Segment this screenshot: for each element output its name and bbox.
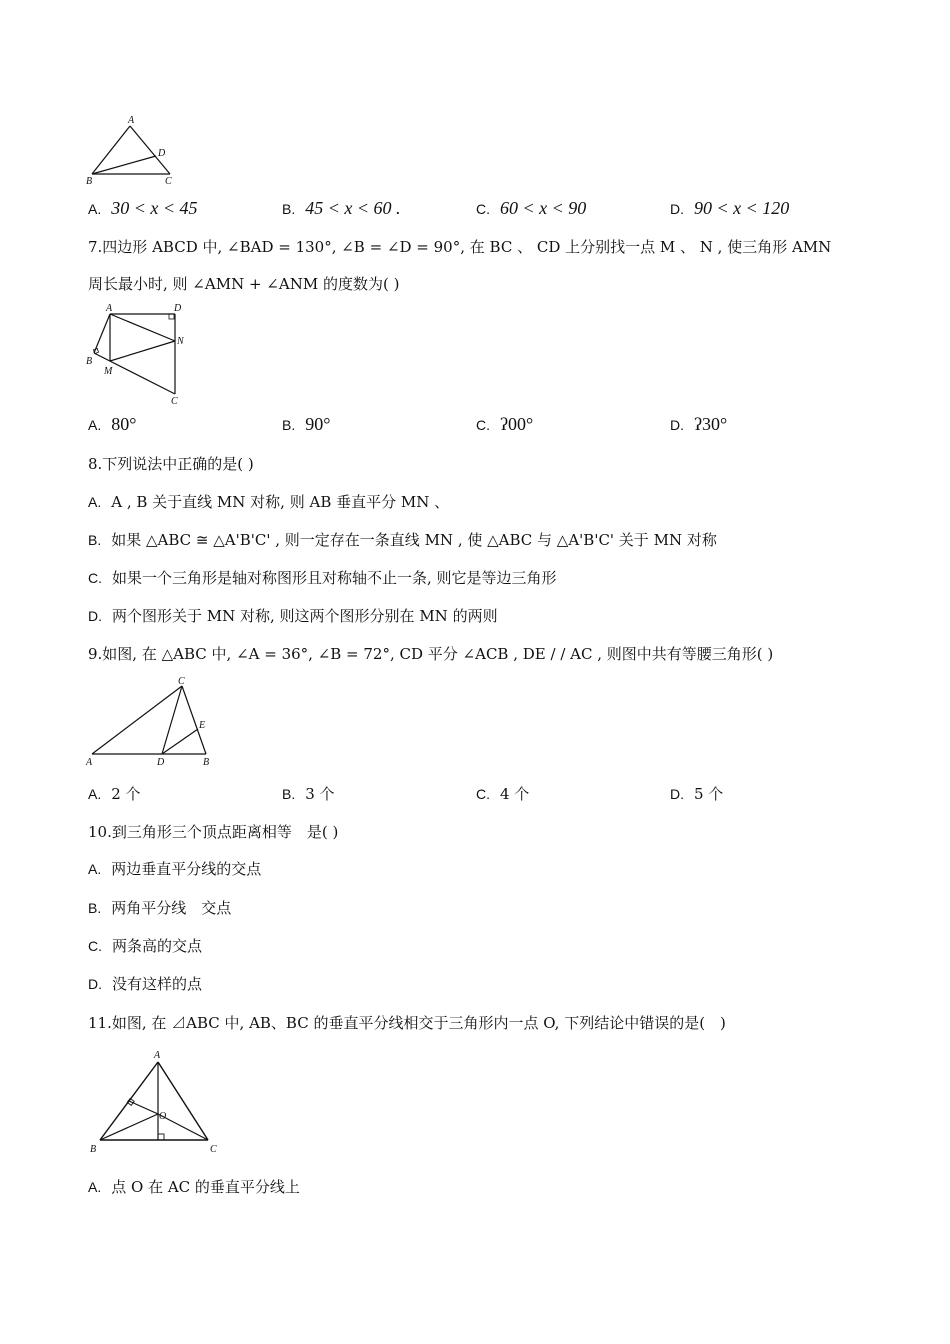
q11-label-O: O xyxy=(159,1111,167,1122)
option-label: B. xyxy=(88,900,102,916)
q9-label-C: C xyxy=(178,676,185,687)
q9-stem: 9.如图, 在 △ABC 中, ∠A = 36°, ∠B = 72°, CD 平分 ∠ACB , DE / / AC , 则图中共有等腰三角形( ) xyxy=(88,645,774,663)
q11-option-a[interactable] xyxy=(88,1176,300,1197)
q7-option-c[interactable] xyxy=(476,414,533,435)
option-text: 60 < x < 90 xyxy=(500,198,587,218)
option-text: 两条高的交点 xyxy=(112,937,203,955)
option-label: A. xyxy=(88,494,102,510)
option-label: D. xyxy=(88,976,102,992)
q6-option-c[interactable] xyxy=(476,198,586,219)
option-text: 2 个 xyxy=(111,785,141,803)
option-label: D. xyxy=(88,608,102,624)
q7-option-b[interactable] xyxy=(282,414,330,435)
q9-label-A: A xyxy=(86,757,93,768)
option-label: D. xyxy=(670,786,684,802)
option-label: B. xyxy=(282,786,296,802)
q8-option-c[interactable] xyxy=(88,567,557,588)
option-text: 两角平分线 交点 xyxy=(111,899,232,917)
q8-stem: 8.下列说法中正确的是( ) xyxy=(88,455,254,473)
q7-label-D: D xyxy=(174,303,182,314)
q9-option-d[interactable] xyxy=(670,783,723,804)
option-text: 45 < x < 60 . xyxy=(305,198,401,218)
q9-label-D: D xyxy=(157,757,165,768)
q6-label-A: A xyxy=(128,115,135,126)
q6-label-B: B xyxy=(86,176,93,187)
q7-figure xyxy=(82,300,192,410)
q10-stem: 10.到三角形三个顶点距离相等 是( ) xyxy=(88,823,339,841)
option-label: A. xyxy=(88,417,102,433)
q7-stem-line2: 周长最小时, 则 ∠AMN + ∠ANM 的度数为( ) xyxy=(88,275,400,293)
q6-option-b[interactable] xyxy=(282,198,401,219)
option-label: A. xyxy=(88,1179,102,1195)
option-label: B. xyxy=(282,417,296,433)
option-text: 90 < x < 120 xyxy=(694,198,790,218)
q10-option-a[interactable] xyxy=(88,858,261,879)
q9-option-a[interactable] xyxy=(88,783,141,804)
q11-label-C: C xyxy=(210,1144,217,1155)
option-text: 如果一个三角形是轴对称图形且对称轴不止一条, 则它是等边三角形 xyxy=(112,569,557,587)
q7-option-d[interactable] xyxy=(670,414,727,435)
q10-option-c[interactable] xyxy=(88,935,202,956)
option-label: D. xyxy=(670,417,684,433)
option-text: 4 个 xyxy=(500,785,530,803)
option-text: 没有这样的点 xyxy=(112,975,203,993)
option-label: A. xyxy=(88,201,102,217)
option-text: ʔ30° xyxy=(694,414,728,434)
q6-label-C: C xyxy=(165,176,172,187)
option-text: ʔ00° xyxy=(500,414,534,434)
option-label: A. xyxy=(88,786,102,802)
option-text: 30 < x < 45 xyxy=(111,198,198,218)
q7-label-A: A xyxy=(106,303,113,314)
q11-figure xyxy=(86,1044,226,1156)
q11-label-A: A xyxy=(154,1050,161,1061)
option-text: 80° xyxy=(111,414,137,434)
q6-option-a[interactable] xyxy=(88,198,198,219)
option-text: 点 O 在 AC 的垂直平分线上 xyxy=(111,1178,300,1196)
option-label: C. xyxy=(476,201,490,217)
option-text: 如果 △ABC ≅ △A'B'C' , 则一定存在一条直线 MN , 使 △ABC 与 △A'B'C' 关于 MN 对称 xyxy=(111,531,717,549)
q9-option-b[interactable] xyxy=(282,783,335,804)
option-label: B. xyxy=(88,532,102,548)
q9-label-B: B xyxy=(203,757,210,768)
q7-label-N: N xyxy=(177,336,184,347)
q8-option-b[interactable] xyxy=(88,529,717,550)
option-label: A. xyxy=(88,861,102,877)
q7-stem-line1: 7.四边形 ABCD 中, ∠BAD = 130°, ∠B = ∠D = 90°, 在 BC 、 CD 上分别找一点 M 、 N , 使三角形 AMN xyxy=(88,238,832,256)
q10-option-b[interactable] xyxy=(88,897,231,918)
q11-label-B: B xyxy=(90,1144,97,1155)
option-text: 两边垂直平分线的交点 xyxy=(111,860,262,878)
option-label: C. xyxy=(88,570,102,586)
option-text: 3 个 xyxy=(305,785,335,803)
q9-option-c[interactable] xyxy=(476,783,529,804)
q6-label-D: D xyxy=(158,148,166,159)
q8-option-d[interactable] xyxy=(88,605,498,626)
q7-option-a[interactable] xyxy=(88,414,136,435)
q6-figure xyxy=(84,112,184,188)
option-text: 5 个 xyxy=(694,785,724,803)
q6-option-d[interactable] xyxy=(670,198,789,219)
option-label: C. xyxy=(476,786,490,802)
option-text: 90° xyxy=(305,414,331,434)
option-label: D. xyxy=(670,201,684,217)
option-label: C. xyxy=(476,417,490,433)
q7-label-B: B xyxy=(86,356,93,367)
q11-stem: 11.如图, 在 ⊿ABC 中, AB、BC 的垂直平分线相交于三角形内一点 O, 下列结论中错误的是( ) xyxy=(88,1014,726,1032)
q9-figure xyxy=(84,674,220,770)
q8-option-a[interactable] xyxy=(88,491,449,512)
q10-option-d[interactable] xyxy=(88,973,202,994)
option-text: 两个图形关于 MN 对称, 则这两个图形分别在 MN 的两则 xyxy=(112,607,498,625)
option-label: C. xyxy=(88,938,102,954)
q7-label-M: M xyxy=(104,366,113,377)
q9-label-E: E xyxy=(199,720,206,731)
option-label: B. xyxy=(282,201,296,217)
q7-label-C: C xyxy=(171,396,178,407)
option-text: A , B 关于直线 MN 对称, 则 AB 垂直平分 MN 、 xyxy=(111,493,450,511)
